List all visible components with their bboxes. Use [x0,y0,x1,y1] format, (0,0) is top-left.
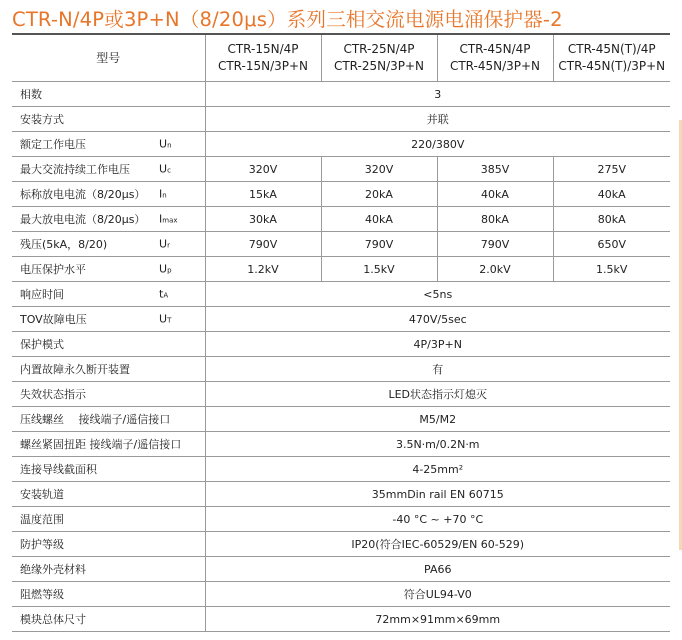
value-cell-merged: PA66 [205,557,670,582]
value-cell: 320V [321,157,437,182]
row-label-cell [12,107,205,132]
table-row [12,257,670,282]
symbol-subscript: c [167,166,171,175]
value-cell: 80kA [437,207,553,232]
value-cell: 40kA [321,207,437,232]
symbol-letter: I [159,187,163,201]
symbol-subscript: max [162,216,178,225]
value-cell: 30kA [205,207,321,232]
row-label-cell [12,157,205,182]
symbol-subscript: p [167,266,172,275]
table-row [12,357,670,382]
row-label: 保护模式 [20,338,64,351]
value-cell-merged: 35mmDin rail EN 60715 [205,482,670,507]
table-row [12,582,670,607]
table-row [12,607,670,632]
table-row [12,457,670,482]
row-label: 阻燃等级 [20,588,64,601]
value-cell: 40kA [437,182,553,207]
value-cell: 790V [205,232,321,257]
value-cell: 790V [437,232,553,257]
row-label: 电压保护水平 [20,263,86,276]
symbol-letter: U [159,162,168,176]
row-label-cell [12,607,205,632]
value-cell-merged: M5/M2 [205,407,670,432]
row-label: 最大交流持续工作电压 [20,163,130,176]
row-label-cell [12,382,205,407]
value-cell-merged: <5ns [205,282,670,307]
symbol-letter: U [159,262,168,276]
row-label: 失效状态指示 [20,388,86,401]
value-cell-merged: 有 [205,357,670,382]
row-label-cell [12,557,205,582]
row-label-cell [12,207,205,232]
row-label: 模块总体尺寸 [20,613,86,626]
table-row [12,557,670,582]
model-header-cell [553,35,670,82]
row-label-cell [12,182,205,207]
value-cell: 650V [553,232,670,257]
value-cell-merged: 470V/5sec [205,307,670,332]
parameter-symbol [159,238,170,251]
model-name: CTR-15N/3P+N [217,59,309,73]
value-cell: 320V [205,157,321,182]
table-row [12,107,670,132]
row-label-cell [12,257,205,282]
value-cell-merged: LED状态指示灯熄灭 [205,382,670,407]
value-cell: 15kA [205,182,321,207]
table-row [12,382,670,407]
value-cell-merged: -40 °C ~ +70 °C [205,507,670,532]
value-cell-merged: 符合UL94-V0 [205,582,670,607]
parameter-symbol [159,288,168,301]
table-row [12,132,670,157]
row-label: 相数 [20,88,42,101]
symbol-letter: I [159,212,163,226]
table-row [12,532,670,557]
row-label: 连接导线截面积 [20,463,97,476]
symbol-letter: U [159,312,168,326]
parameter-symbol [159,263,172,276]
row-label: 安装轨道 [20,488,64,501]
model-name: CTR-45N(T)/4P [567,42,656,56]
row-label: 防护等级 [20,538,64,551]
value-cell-merged: IP20(符合IEC-60529/EN 60-529) [205,532,670,557]
value-cell-merged: 并联 [205,107,670,132]
row-label: 额定工作电压 [20,138,86,151]
symbol-subscript: n [167,141,172,150]
table-row [12,307,670,332]
table-row [12,432,670,457]
table-row [12,82,670,107]
row-label: 残压(5kA，8/20) [20,238,108,251]
value-cell: 1.2kV [205,257,321,282]
parameter-symbol [159,163,171,176]
symbol-subscript: T [167,316,172,325]
symbol-letter: U [159,137,168,151]
value-cell: 385V [437,157,553,182]
row-label-cell [12,457,205,482]
row-label-cell [12,532,205,557]
row-label-cell [12,332,205,357]
value-cell-merged: 4-25mm² [205,457,670,482]
row-label: 压线螺丝 接线端子/遥信接口 [20,413,171,426]
row-label: 螺丝紧固扭距 接线端子/遥信接口 [20,438,182,451]
symbol-letter: t [159,287,164,301]
row-label: 最大放电电流（8/20μs） [20,213,146,226]
table-row [12,407,670,432]
model-name: CTR-45N/4P [459,42,531,56]
row-label-cell [12,132,205,157]
model-header-label: 型号 [12,35,205,82]
table-row [12,482,670,507]
model-header-cell [321,35,437,82]
value-cell: 20kA [321,182,437,207]
row-label-cell [12,357,205,382]
value-cell: 80kA [553,207,670,232]
table-row [12,182,670,207]
value-cell-merged: 220/380V [205,132,670,157]
page-title: CTR-N/4P或3P+N（8/20μs）系列三相交流电源电涌保护器-2 [12,8,563,31]
row-label-cell [12,82,205,107]
model-name: CTR-45N/3P+N [449,59,541,73]
row-label-cell [12,432,205,457]
row-label: 温度范围 [20,513,64,526]
parameter-symbol [159,188,167,201]
row-label: 内置故障永久断开装置 [20,363,130,376]
row-label-cell [12,582,205,607]
table-row [12,157,670,182]
table-row [12,207,670,232]
model-name: CTR-45N(T)/3P+N [558,59,666,73]
row-label-cell [12,232,205,257]
row-label-cell [12,282,205,307]
value-cell: 1.5kV [553,257,670,282]
row-label: 响应时间 [20,288,64,301]
model-header-cell [205,35,321,82]
row-label-cell [12,407,205,432]
model-name: CTR-25N/3P+N [333,59,425,73]
symbol-subscript: n [162,191,167,200]
value-cell-merged: 4P/3P+N [205,332,670,357]
table-row [12,332,670,357]
value-cell: 275V [553,157,670,182]
row-label: 安装方式 [20,113,64,126]
row-label: 标称放电电流（8/20μs） [20,188,146,201]
table-header-row [12,35,670,82]
value-cell: 790V [321,232,437,257]
value-cell-merged: 72mm×91mm×69mm [205,607,670,632]
table-row [12,507,670,532]
value-cell: 1.5kV [321,257,437,282]
table-row [12,232,670,257]
value-cell-merged: 3.5N·m/0.2N·m [205,432,670,457]
parameter-symbol [159,313,171,326]
spec-table [12,35,670,632]
parameter-symbol [159,213,178,226]
symbol-subscript: A [163,291,169,300]
value-cell: 2.0kV [437,257,553,282]
row-label: TOV故障电压 [20,313,87,326]
value-cell: 40kA [553,182,670,207]
model-header-cell [437,35,553,82]
parameter-symbol [159,138,172,151]
model-name: CTR-15N/4P [227,42,299,56]
model-name: CTR-25N/4P [343,42,415,56]
value-cell-merged: 3 [205,82,670,107]
row-label: 绝缘外壳材料 [20,563,86,576]
symbol-subscript: r [167,241,170,250]
symbol-letter: U [159,237,168,251]
row-label-cell [12,307,205,332]
row-label-cell [12,507,205,532]
row-label-cell [12,482,205,507]
table-row [12,282,670,307]
